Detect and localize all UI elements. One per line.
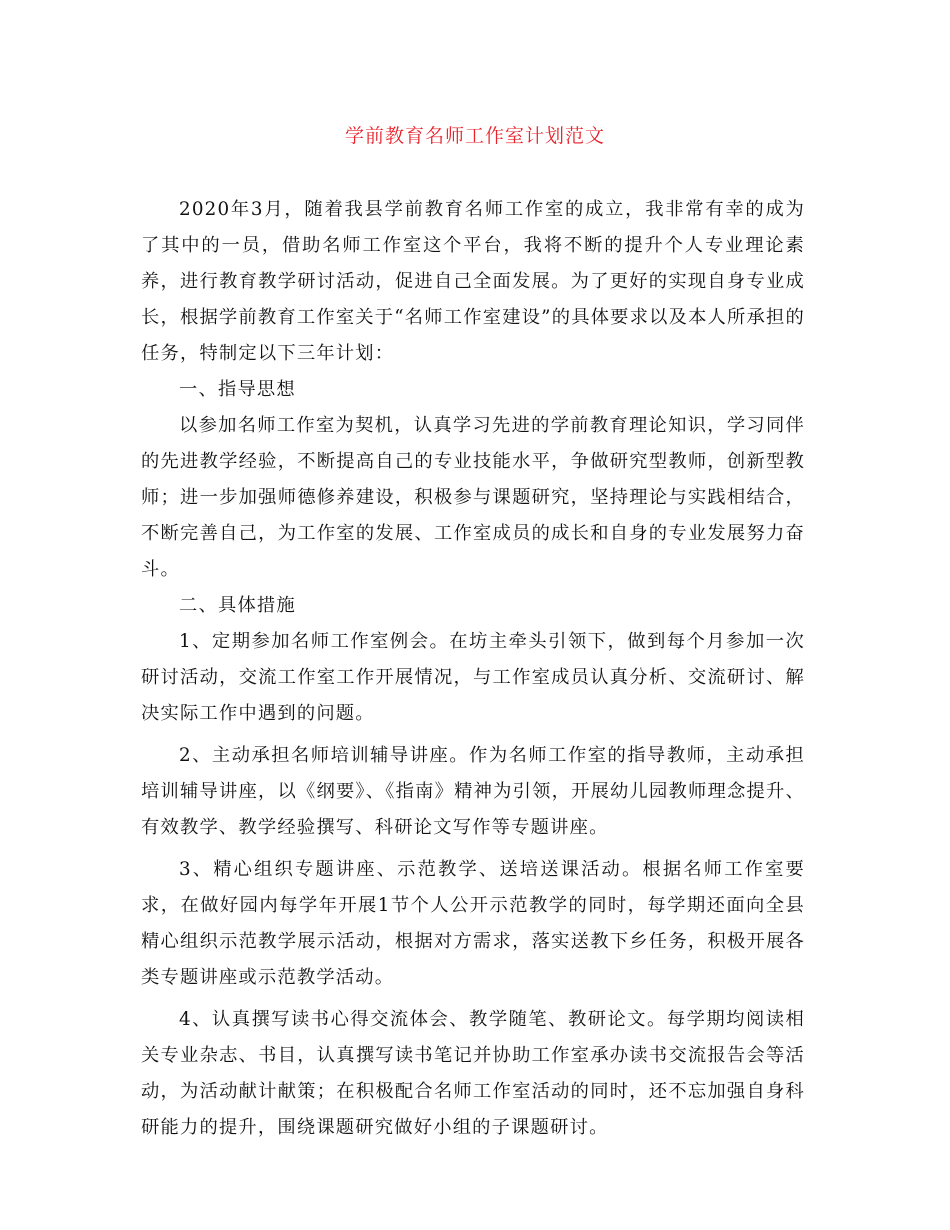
paragraph-measure-2: 2、主动承担名师培训辅导讲座。作为名师工作室的指导教师，主动承担培训辅导讲座，以《纲要》、《指南》精神为引领，开展幼儿园教师理念提升、有效教学、教学经验撰写、科研论文写作等专题讲座。 (141, 745, 805, 838)
paragraph-measure-1: 1、定期参加名师工作室例会。在坊主牵头引领下，做到每个月参加一次研讨活动，交流工作室工作开展情况，与工作室成员认真分析、交流研讨、解决实际工作中遇到的问题。 (141, 631, 805, 724)
paragraph-measure-4: 4、认真撰写读书心得交流体会、教学随笔、教研论文。每学期均阅读相关专业杂志、书目，认真撰写读书笔记并协助工作室承办读书交流报告会等活动，为活动献计献策；在积极配合名师工作室活动的同时，还不忘加强自身科研能力的提升，围绕课题研究做好小组的子课题研讨。 (141, 1009, 805, 1138)
paragraph-intro: 2020年3月，随着我县学前教育名师工作室的成立，我非常有幸的成为了其中的一员，借助名师工作室这个平台，我将不断的提升个人专业理论素养，进行教育教学研讨活动，促进自己全面发展。为了更好的实现自身专业成长，根据学前教育工作室关于“名师工作室建设”的具体要求以及本人所承担的任务，特制定以下三年计划： (141, 199, 805, 364)
section-heading-guiding-thought: 一、指导思想 (179, 379, 296, 400)
section-heading-measures: 二、具体措施 (179, 595, 296, 616)
paragraph-measure-3: 3、精心组织专题讲座、示范教学、送培送课活动。根据名师工作室要求，在做好园内每学年开展1节个人公开示范教学的同时，每学期还面向全县精心组织示范教学展示活动，根据对方需求，落实送教下乡任务，积极开展各类专题讲座或示范教学活动。 (141, 859, 805, 988)
document-title: 学前教育名师工作室计划范文 (344, 125, 605, 147)
paragraph-guiding-thought: 以参加名师工作室为契机，认真学习先进的学前教育理论知识，学习同伴的先进教学经验，不断提高自己的专业技能水平，争做研究型教师，创新型教师；进一步加强师德修养建设，积极参与课题研究，坚持理论与实践相结合，不断完善自己，为工作室的发展、工作室成员的成长和自身的专业发展努力奋斗。 (141, 415, 805, 580)
document-body (141, 192, 805, 1146)
